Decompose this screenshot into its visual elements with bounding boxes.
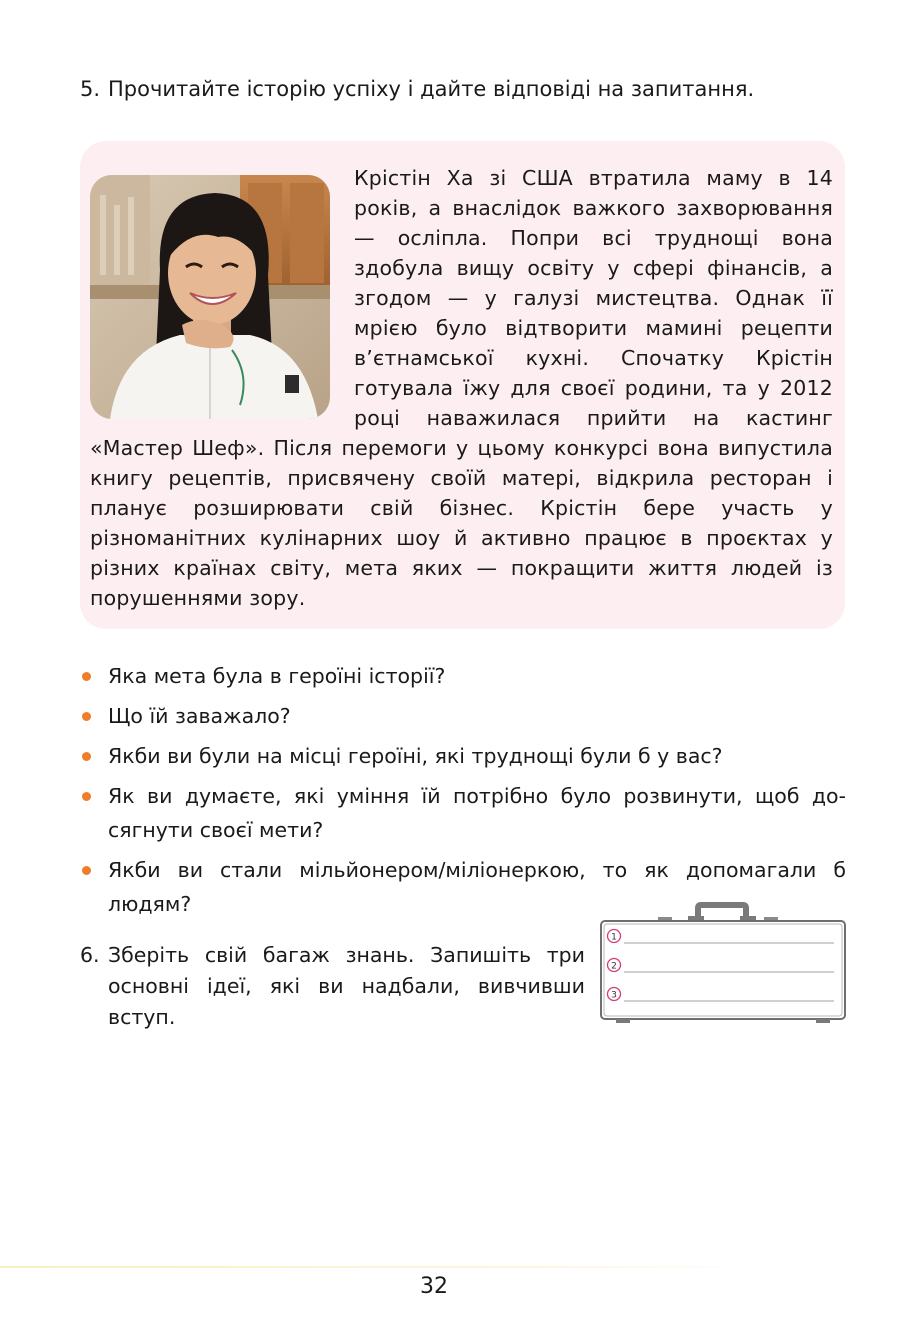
line-number-1: 1 xyxy=(611,932,617,943)
question-text: Якби ви стали мільйонером/міліонеркою, то як допомагали б людям? xyxy=(108,858,846,916)
question-text: Яка мета була в героїні історії? xyxy=(108,664,446,688)
list-item xyxy=(80,739,846,773)
question-text: Що їй заважало? xyxy=(108,704,291,728)
bullet-icon xyxy=(82,866,91,875)
task-6-number: 6. xyxy=(80,943,100,967)
story-text: Крістін Ха зі США втратила маму в 14 років, а внаслідок важкого захворювання — осліпла. Попри всі труднощі вона здобула вищу освіту у сфері фінансів, а згодом — у галузі мистецтва. Однак її мрією було відтворити мамині рецепти в’єтнамської кухні. Спочатку Крістін готувала їжу для своєї родини, та у 2012 році наважилася прийти на кастинг «Мастер Шеф». Після перемоги у цьому конкурсі вона випустила книгу рецептів, присвячену своїй матері, відкрила ресторан і планує розширювати свій бізнес. Крістін бере участь у різноманітних кулінарних шоу й активно працює в проєктах у різних країнах світу, мета яких — покращити життя людей із порушеннями зору. xyxy=(90,166,833,610)
suitcase-icon xyxy=(598,902,848,1026)
line-number-2: 2 xyxy=(611,961,617,972)
task-6 xyxy=(80,940,585,1033)
suitcase-line-1 xyxy=(608,930,621,943)
footer-divider xyxy=(0,1266,760,1268)
bullet-icon xyxy=(82,712,91,721)
list-item xyxy=(80,779,846,847)
list-item xyxy=(80,699,846,733)
question-list xyxy=(80,659,846,927)
task-5-number: 5. xyxy=(80,77,101,101)
chef-photo xyxy=(90,175,330,419)
line-number-3: 3 xyxy=(611,990,617,1001)
suitcase-line-3 xyxy=(608,988,621,1001)
bullet-icon xyxy=(82,752,91,761)
task-5-heading xyxy=(80,74,850,104)
success-story-box xyxy=(80,141,845,629)
task-5-title: Прочитайте історію успіху і дайте відповіді на запитання. xyxy=(108,77,755,101)
bullet-icon xyxy=(82,672,91,681)
task-6-text: Зберіть свій багаж знань. Запишіть три основні ідеї, які ви надбали, вивчивши вступ. xyxy=(108,943,585,1029)
question-text: Як ви думаєте, які уміння їй потрібно було розвинути, щоб досягнути своєї мети? xyxy=(108,784,846,842)
question-text: Якби ви були на місці героїні, які труднощі були б у вас? xyxy=(108,744,723,768)
bullet-icon xyxy=(82,792,91,801)
suitcase-line-2 xyxy=(608,959,621,972)
page-number: 32 xyxy=(420,1274,448,1299)
chef-portrait-illustration xyxy=(90,175,330,419)
list-item xyxy=(80,659,846,693)
